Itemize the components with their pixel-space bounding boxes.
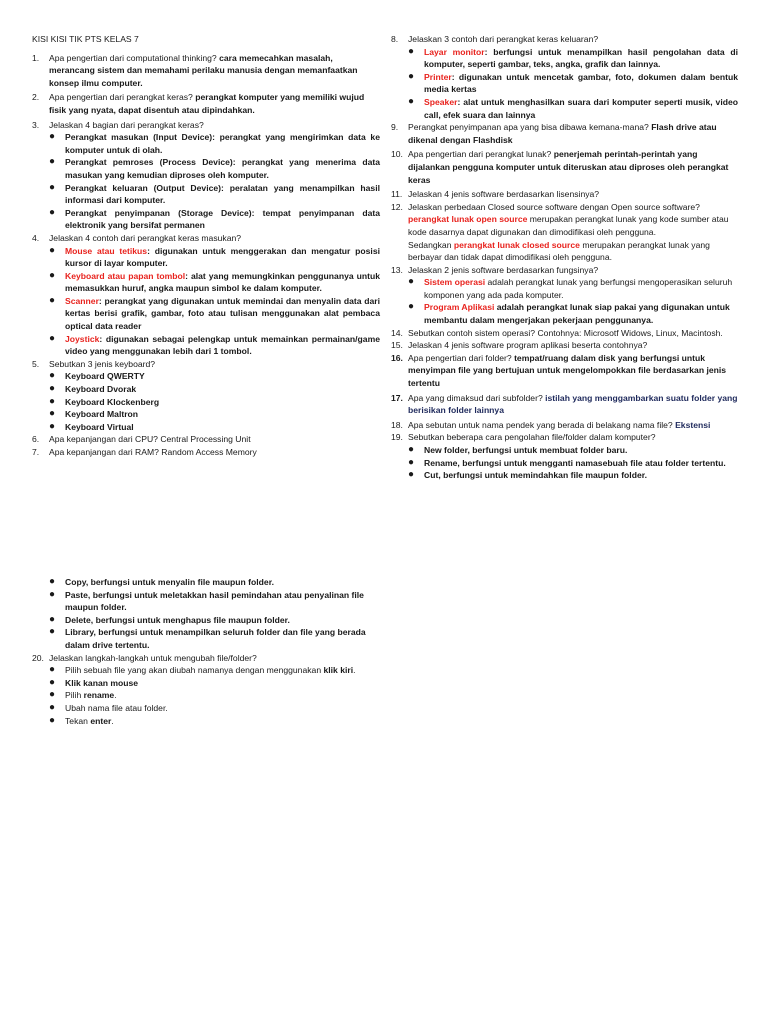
answer-list xyxy=(32,370,380,433)
bullet-icon: ● xyxy=(408,456,415,468)
answer-list xyxy=(32,245,380,358)
list-item: ● Scanner: perangkat yang digunakan untuk memindai dan menyalin data dari kertas berisi grafik, gambar, foto atau tulisan menggunakan alat pembaca optical data reader xyxy=(49,294,380,332)
question-text: Sebutkan beberapa cara pengolahan file/folder dalam komputer? xyxy=(408,432,656,443)
bullet-icon: ● xyxy=(408,45,415,57)
bullet-icon: ● xyxy=(49,383,56,395)
question-number: 11. xyxy=(391,189,403,200)
list-item: ● Speaker: alat untuk menghasilkan suara dari komputer seperti musik, video call, efek suara dan lainnya xyxy=(408,95,738,120)
bullet-icon: ● xyxy=(49,576,56,587)
bullet-icon: ● xyxy=(408,444,415,455)
question-number: 5. xyxy=(32,358,40,369)
answer-list xyxy=(32,576,380,652)
bullet-icon: ● xyxy=(49,420,56,432)
bullet-icon: ● xyxy=(49,332,56,344)
bullet-icon: ● xyxy=(408,70,415,82)
question-number: 2. xyxy=(32,92,40,103)
answer-text: Sedangkan xyxy=(408,239,454,250)
bullet-icon: ● xyxy=(49,714,56,726)
bullet-icon: ● xyxy=(49,588,56,600)
list-item: ● Sistem operasi adalah perangkat lunak yang berfungsi mengoperasikan seluruh komponen yang ada pada komputer. xyxy=(408,276,733,300)
list-item: ● New folder, berfungsi untuk membuat folder baru. xyxy=(408,444,628,455)
question-14 xyxy=(391,327,738,340)
bullet-icon: ● xyxy=(49,244,56,256)
question-number: 8. xyxy=(391,34,399,44)
question-4 xyxy=(32,232,380,245)
bullet-icon: ● xyxy=(49,294,56,306)
bullet-icon: ● xyxy=(49,689,56,701)
list-item: ● Perangkat penyimpanan (Storage Device): tempat penyimpanan data elektronik yang bersifat permanen xyxy=(49,206,380,231)
question-number: 15. xyxy=(391,340,403,351)
question-number: 1. xyxy=(32,52,40,63)
list-item: ● Mouse atau tetikus: digunakan untuk menggerakan dan mengatur posisi kursor di layar komputer. xyxy=(49,244,380,269)
answer-text: merupakan perangkat lunak yang kode sumber atau kode dasarnya dapat digunakan dan dimodifikasi oleh pengguna. xyxy=(408,214,729,237)
bullet-icon: ● xyxy=(49,181,56,193)
open-source-term: perangkat lunak open source xyxy=(408,214,528,225)
closed-source-term: perangkat lunak closed source xyxy=(453,239,580,250)
list-item: ● Rename, berfungsi untuk mengganti namasebuah file atau folder tertentu. xyxy=(408,456,726,468)
list-item: ● Paste, berfungsi untuk meletakkan hasil pemindahan atau penyalinan file maupun folder. xyxy=(49,588,364,613)
list-item: ● Layar monitor: berfungsi untuk menampilkan hasil pengolahan data di komputer, seperti gambar, teks, angka, grafik dan lainnya. xyxy=(408,45,738,70)
question-text: Jelaskan 4 bagian dari perangkat keras? xyxy=(49,119,204,130)
question-text: Apa pengertian dari computational thinking? xyxy=(49,52,220,63)
question-20 xyxy=(32,652,380,665)
answer-text: istilah yang menggambarkan suatu folder yang berisikan folder lainnya xyxy=(408,392,738,416)
bullet-icon: ● xyxy=(408,469,415,481)
answer-text: Ekstensi xyxy=(675,419,711,430)
question-15 xyxy=(391,339,738,352)
bullet-icon: ● xyxy=(49,664,56,676)
question-text: Sebutkan contoh sistem operasi? Contohnya: Microsotf Widows, Linux, Macintosh. xyxy=(408,327,723,338)
question-number: 18. xyxy=(391,419,403,430)
question-text: Sebutkan 3 jenis keyboard? xyxy=(49,358,156,369)
question-1 xyxy=(32,52,380,90)
list-item: ● Klik kanan mouse xyxy=(49,676,139,688)
question-number: 17. xyxy=(391,392,403,403)
answer-list xyxy=(391,46,738,122)
list-item: ● Ubah nama file atau folder. xyxy=(49,701,168,713)
question-text: Apa sebutan untuk nama pendek yang berada di belakang nama file? xyxy=(408,419,676,430)
list-item: ● Keyboard QWERTY xyxy=(49,370,145,382)
answer-text: Flash drive atau dikenal dengan Flashdisk xyxy=(408,122,717,145)
document-title: KISI KISI TIK PTS KELAS 7 xyxy=(32,34,139,44)
question-text: Apa yang dimaksud dari subfolder? xyxy=(408,392,546,403)
list-item: ● Keyboard Maltron xyxy=(49,408,139,420)
question-10 xyxy=(391,148,738,186)
list-item: ● Keyboard Virtual xyxy=(49,420,134,432)
bullet-icon: ● xyxy=(408,95,415,107)
question-number: 7. xyxy=(32,447,40,457)
bullet-icon: ● xyxy=(49,269,56,281)
question-11 xyxy=(391,188,738,201)
bullet-icon: ● xyxy=(49,156,56,168)
bullet-icon: ● xyxy=(49,206,56,218)
list-item: ● Delete, berfungsi untuk menghapus file maupun folder. xyxy=(49,613,290,625)
question-text: Apa pengertian dari folder? xyxy=(408,352,515,363)
bullet-icon: ● xyxy=(49,613,56,625)
bullet-icon: ● xyxy=(408,301,415,313)
list-item: ● Pilih rename. xyxy=(49,689,117,701)
answer-text: merupakan perangkat lunak yang berbayar dan tidak dapat dimodifikasi oleh pengguna. xyxy=(408,239,710,263)
question-text: Apa kepanjangan dari CPU? Central Processing Unit xyxy=(49,434,251,445)
question-number: 19. xyxy=(391,432,403,443)
question-7 xyxy=(32,446,380,459)
question-number: 13. xyxy=(391,264,403,275)
answer-text: perangkat komputer yang memiliki wujud fisik yang nyata, dapat disentuh atau dipindahkan. xyxy=(49,92,365,115)
question-5 xyxy=(32,358,380,371)
question-number: 4. xyxy=(32,232,40,243)
question-number: 6. xyxy=(32,434,40,445)
question-text: Jelaskan 3 contoh dari perangkat keras keluaran? xyxy=(408,34,599,44)
list-item: ● Program Aplikasi adalah perangkat lunak siap pakai yang digunakan untuk membantu dalam mengerjakan pekerjaan penggunanya. xyxy=(408,301,730,326)
question-13 xyxy=(391,264,738,277)
question-text: Apa kepanjangan dari RAM? Random Access Memory xyxy=(49,447,257,457)
right-column xyxy=(391,33,738,482)
question-number: 3. xyxy=(32,119,40,130)
answer-list xyxy=(391,276,738,326)
question-12 xyxy=(391,201,738,264)
bullet-icon: ● xyxy=(49,131,56,143)
question-number: 10. xyxy=(391,149,403,160)
question-3 xyxy=(32,119,380,132)
answer-list xyxy=(32,131,380,232)
question-number: 16. xyxy=(391,352,403,363)
question-text: Jelaskan perbedaan Closed source software dengan Open source software? xyxy=(408,201,700,212)
list-item: ● Perangkat keluaran (Output Device): peralatan yang menampilkan hasil informasi dari komputer. xyxy=(49,181,380,206)
question-text: Jelaskan langkah-langkah untuk mengubah file/folder? xyxy=(49,652,257,663)
list-item: ● Library, berfungsi untuk menampilkan seluruh folder dan file yang berada dalam drive tertentu. xyxy=(49,626,366,650)
question-19 xyxy=(391,431,738,444)
list-item: ● Perangkat pemroses (Process Device): perangkat yang menerima data masukan yang kemudian diproses oleh komputer. xyxy=(49,156,380,180)
list-item: ● Keyboard atau papan tombol: alat yang memungkinkan penggunanya untuk memasukkan huruf, angka maupun simbol ke dalam komputer. xyxy=(49,269,380,294)
question-number: 20. xyxy=(32,652,44,663)
list-item: ● Joystick: digunakan sebagai pelengkap untuk memainkan permainan/game video yang menggunakan lebih dari 1 tombol. xyxy=(49,332,380,357)
question-17 xyxy=(391,392,738,417)
question-text: Jelaskan 4 jenis software program aplikasi beserta contohnya? xyxy=(408,340,648,351)
question-9 xyxy=(391,121,738,146)
bullet-icon: ● xyxy=(49,370,56,382)
answer-text: penerjemah perintah-perintah yang dijalankan pengguna komputer untuk diteruskan atau diproses oleh perangkat keras xyxy=(408,149,729,185)
list-item: ● Tekan enter. xyxy=(49,714,114,726)
bullet-icon: ● xyxy=(49,626,56,638)
question-18 xyxy=(391,419,738,432)
bullet-icon: ● xyxy=(49,395,56,407)
question-number: 12. xyxy=(391,201,403,212)
list-item: ● Pilih sebuah file yang akan diubah namanya dengan menggunakan klik kiri. xyxy=(49,664,356,676)
question-8 xyxy=(391,33,738,46)
question-text: Perangkat penyimpanan apa yang bisa dibawa kemana-mana? xyxy=(408,122,652,133)
list-item: ● Cut, berfungsi untuk memindahkan file maupun folder. xyxy=(408,469,647,481)
question-text: Apa pengertian dari perangkat keras? xyxy=(49,92,196,103)
bullet-icon: ● xyxy=(408,276,415,288)
answer-list xyxy=(391,444,738,482)
question-number: 9. xyxy=(391,122,399,133)
question-text: Jelaskan 2 jenis software berdasarkan fungsinya? xyxy=(408,264,599,275)
question-text: Apa pengertian dari perangkat lunak? xyxy=(408,149,554,160)
question-text: Jelaskan 4 contoh dari perangkat keras masukan? xyxy=(49,232,242,243)
answer-text: cara memecahkan masalah, merancang sistem dan memahami perilaku manusia dengan memanfaatkan konsep ilmu computer. xyxy=(49,52,358,88)
answer-list xyxy=(32,664,380,727)
list-item: ● Copy, berfungsi untuk menyalin file maupun folder. xyxy=(49,576,274,587)
list-item: ● Printer: digunakan untuk mencetak gambar, foto, dokumen dalam bentuk media kertas xyxy=(408,70,738,95)
continuation-block xyxy=(32,576,380,727)
list-item: ● Keyboard Klockenberg xyxy=(49,395,160,407)
question-text: Jelaskan 4 jenis software berdasarkan lisensinya? xyxy=(408,189,600,200)
left-column xyxy=(32,33,380,459)
list-item: ● Keyboard Dvorak xyxy=(49,383,137,395)
question-16 xyxy=(391,352,738,390)
bullet-icon: ● xyxy=(49,701,56,713)
answer-text: tempat/ruang dalam disk yang berfungsi untuk menyimpan file yang bertujuan untuk mengelompokkan file berdasarkan jenis tertentu xyxy=(408,352,727,389)
bullet-icon: ● xyxy=(49,676,56,688)
list-item: ● Perangkat masukan (Input Device): perangkat yang mengirimkan data ke komputer untuk di olah. xyxy=(49,131,380,155)
question-number: 14. xyxy=(391,327,403,338)
question-2 xyxy=(32,91,380,116)
question-6 xyxy=(32,433,380,446)
bullet-icon: ● xyxy=(49,408,56,420)
